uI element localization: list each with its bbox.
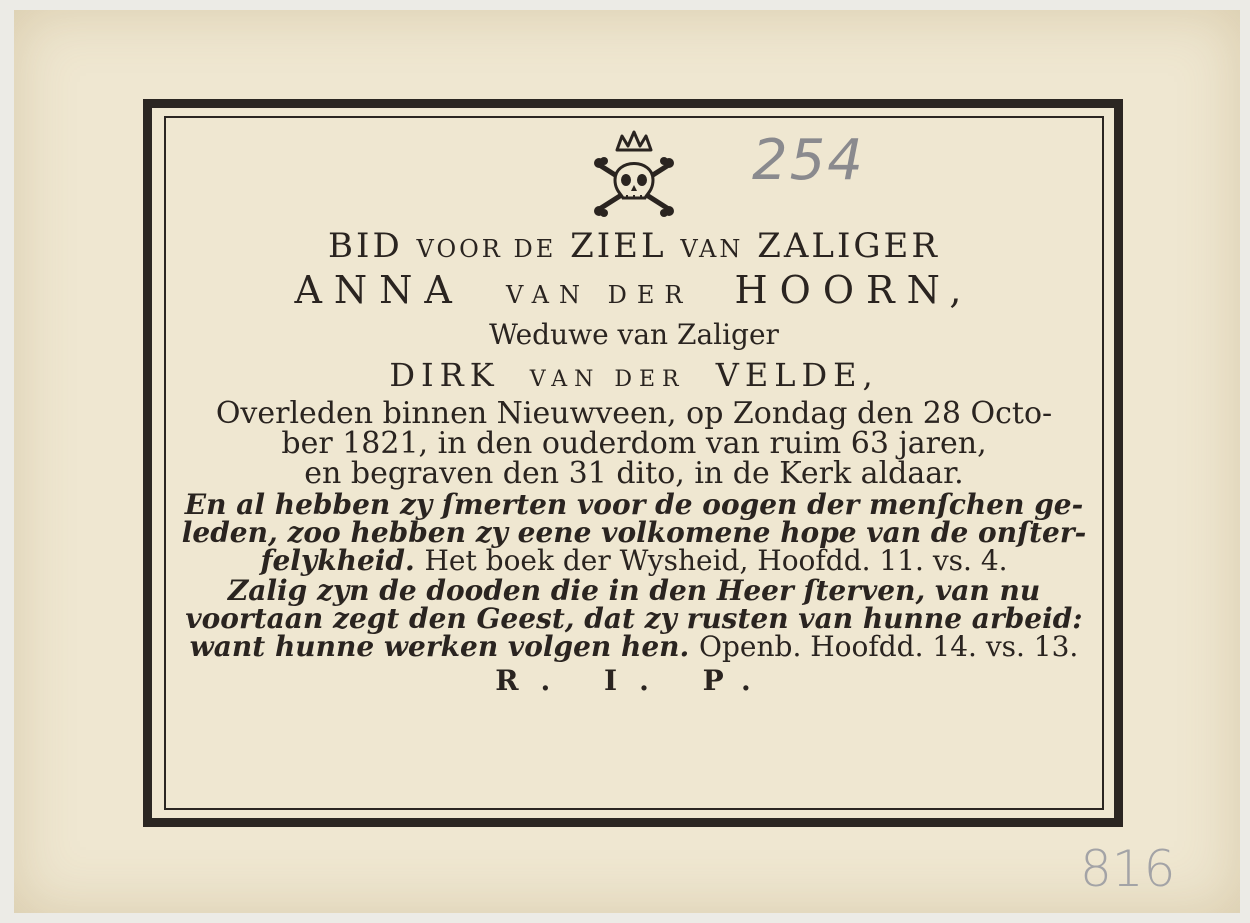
quote1-line-2: leden, zoo hebben zy eene volkomene hope van de onſter- <box>181 516 1087 549</box>
quote1-line-1: En al hebben zy ſmerten voor de oogen der menſchen ge- <box>184 488 1084 521</box>
husband-surname: VELDE, <box>715 356 879 394</box>
quote2-line-2: voortaan zegt den Geest, dat zy rusten van hunne arbeid: <box>185 602 1083 635</box>
scripture-quote-2 <box>166 574 1102 663</box>
deceased-name-particle: VAN DER <box>505 281 693 309</box>
card-text <box>166 128 1102 695</box>
skull-crossbones-crown-icon <box>589 128 679 223</box>
heading-ziel: ZIEL <box>570 226 667 266</box>
deceased-surname: HOORN, <box>734 268 974 312</box>
closing-rip: R. I. P. <box>495 664 773 697</box>
death-details <box>166 396 1102 491</box>
handwritten-inventory-number: 254 <box>752 128 865 193</box>
husband-name-particle: VAN DER <box>529 367 686 392</box>
heading-zaliger: ZALIGER <box>757 226 940 266</box>
quote1-line-3 <box>166 544 1102 577</box>
details-line-2: ber 1821, in den ouderdom van ruim 63 jaren, <box>281 426 987 461</box>
quote2-line-1: Zalig zyn de dooden die in den Heer ſterven, van nu <box>227 574 1041 607</box>
deceased-name <box>166 268 1102 312</box>
deceased-first-name: ANNA <box>294 268 464 312</box>
husband-first-name: DIRK <box>389 356 500 394</box>
details-line-3: en begraven den 31 dito, in de Kerk aldaar. <box>304 456 964 491</box>
details-line-1: Overleden binnen Nieuwveen, op Zondag den 28 Octo- <box>215 396 1053 431</box>
heading-line <box>166 226 1102 266</box>
widow-line: Weduwe van Zaliger <box>489 318 779 351</box>
quote1-citation: Het boek der Wysheid, Hoofdd. 11. vs. 4. <box>424 544 1008 577</box>
heading-bid: BID <box>328 226 403 266</box>
husband-name <box>166 356 1102 394</box>
quote2-line-3 <box>166 630 1102 663</box>
handwritten-catalog-number: 816 <box>1080 840 1176 898</box>
quote2-ending: want hunne werken volgen hen. <box>189 630 690 663</box>
heading-van: VAN <box>680 235 744 263</box>
scripture-quote-1 <box>166 488 1102 577</box>
quote2-citation: Openb. Hoofdd. 14. vs. 13. <box>699 630 1079 663</box>
quote1-ending: felykheid. <box>260 544 415 577</box>
heading-voor-de: VOOR DE <box>416 235 557 263</box>
